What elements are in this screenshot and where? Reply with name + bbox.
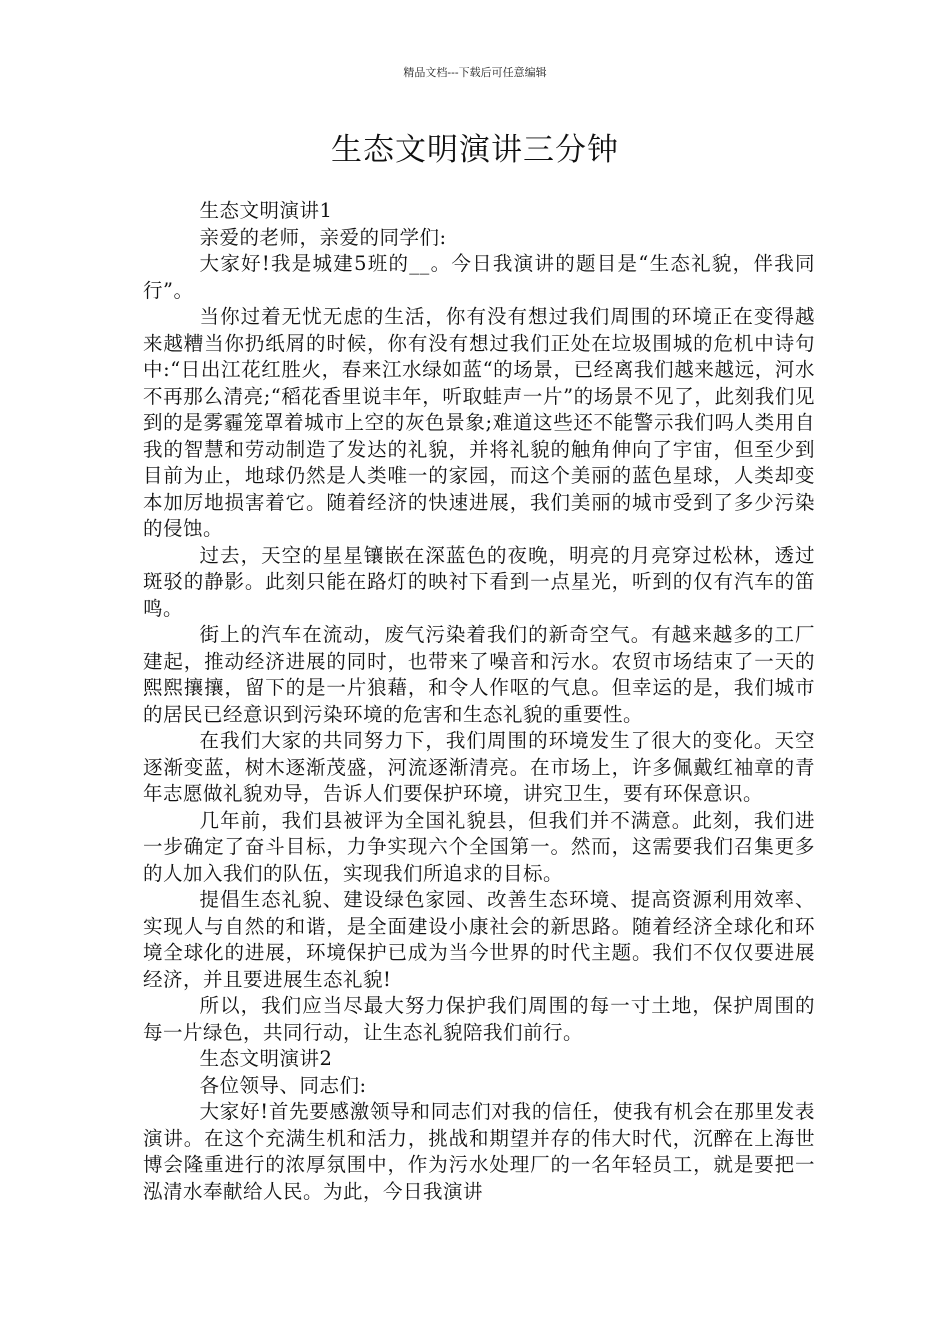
- speech-1-paragraph-3: 过去，天空的星星镶嵌在深蓝色的夜晚，明亮的月亮穿过松林，透过斑驳的静影。此刻只能在路灯的映衬下看到一点星光，听到的仅有汽车的笛鸣。: [143, 543, 815, 620]
- speech-1-paragraph-8: 所以，我们应当尽最大努力保护我们周围的每一寸土地，保护周围的每一片绿色，共同行动，让生态礼貌陪我们前行。: [143, 994, 815, 1044]
- speech-2-salutation: 各位领导、同志们:: [199, 1073, 367, 1097]
- page-header-note: 精品文档---下载后可任意编辑: [403, 66, 547, 79]
- document-body: [143, 198, 815, 1205]
- speech-2-paragraph-1: 大家好!首先要感激领导和同志们对我的信任，使我有机会在那里发表演讲。在这个充满生机和活力，挑战和期望并存的伟大时代，沉醉在上海世博会隆重进行的浓厚氛围中，作为污水处理厂的一名年轻员工，就是要把一泓清水奉献给人民。为此，今日我演讲: [143, 1100, 815, 1203]
- speech-1-paragraph-6: 几年前，我们县被评为全国礼貌县，但我们并不满意。此刻，我们进一步确定了奋斗目标，力争实现六个全国第一。然而，这需要我们召集更多的人加入我们的队伍，实现我们所追求的目标。: [143, 808, 815, 885]
- speech-1-paragraph-7: 提倡生态礼貌、建设绿色家园、改善生态环境、提高资源利用效率、实现人与自然的和谐，是全面建设小康社会的新思路。随着经济全球化和环境全球化的进展，环境保护已成为当今世界的时代主题。我们不仅仅要进展经济，并且要进展生态礼貌!: [143, 888, 815, 991]
- document-title: 生态文明演讲三分钟: [331, 132, 619, 168]
- speech-2-heading: 生态文明演讲2: [199, 1047, 333, 1070]
- speech-1-salutation: 亲爱的老师，亲爱的同学们:: [199, 225, 447, 249]
- speech-1-paragraph-1: 大家好!我是城建5班的__。今日我演讲的题目是“生态礼貌，伴我同行”。: [143, 252, 815, 302]
- speech-1-paragraph-4: 街上的汽车在流动，废气污染着我们的新奇空气。有越来越多的工厂建起，推动经济进展的同时，也带来了噪音和污水。农贸市场结束了一天的熙熙攘攘，留下的是一片狼藉，和令人作呕的气息。但幸运的是，我们城市的居民已经意识到污染环境的危害和生态礼貌的重要性。: [143, 623, 815, 726]
- speech-1-heading: 生态文明演讲1: [199, 199, 333, 222]
- speech-1-paragraph-5: 在我们大家的共同努力下，我们周围的环境发生了很大的变化。天空逐渐变蓝，树木逐渐茂盛，河流逐渐清亮。在市场上，许多佩戴红袖章的青年志愿做礼貌劝导，告诉人们要保护环境，讲究卫生，要有环保意识。: [143, 729, 815, 805]
- speech-1-paragraph-2: 当你过着无忧无虑的生活，你有没有想过我们周围的环境正在变得越来越糟当你扔纸屑的时候，你有没有想过我们正处在垃圾围城的危机中诗句中:“日出江花红胜火，春来江水绿如蓝“的场景，已经离我们越来越远，河水不再那么清亮;“稻花香里说丰年，听取蛙声一片”的场景不见了，此刻我们见到的是雾霾笼罩着城市上空的灰色景象;难道这些还不能警示我们吗人类用自我的智慧和劳动制造了发达的礼貌，并将礼貌的触角伸向了宇宙，但至少到目前为止，地球仍然是人类唯一的家园，而这个美丽的蓝色星球，人类却变本加厉地损害着它。随着经济的快速进展，我们美丽的城市受到了多少污染的侵蚀。: [143, 305, 815, 540]
